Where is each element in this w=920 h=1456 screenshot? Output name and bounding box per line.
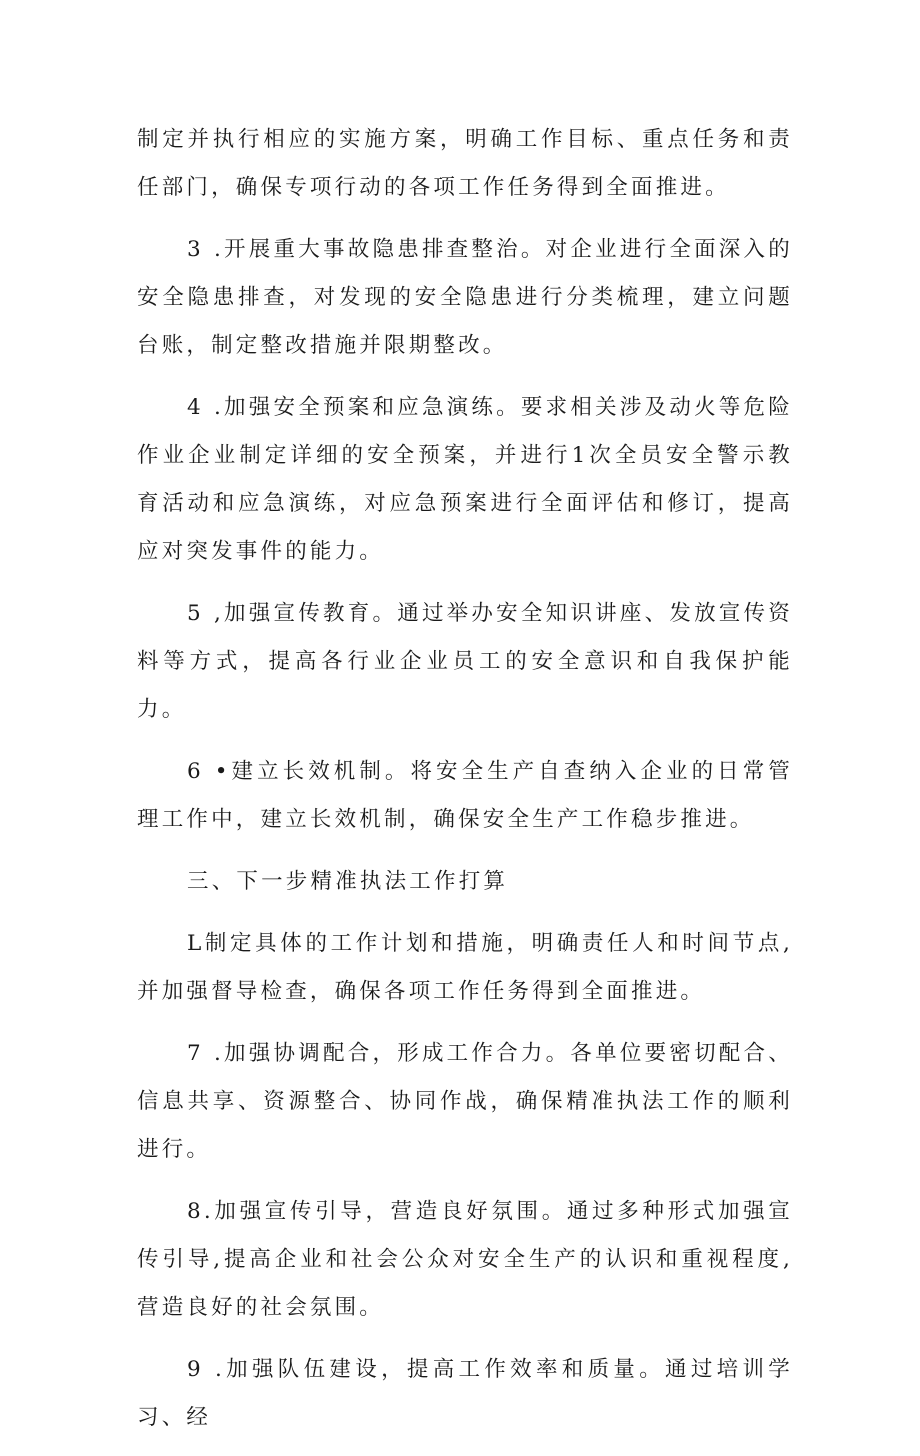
- document-body: [137, 116, 793, 1456]
- paragraph-item-6: 6 •建立长效机制。将安全生产自查纳入企业的日常管理工作中，建立长效机制，确保安全生产工作稳步推进。: [137, 759, 793, 832]
- paragraph-item-7: 7 .加强协调配合，形成工作合力。各单位要密切配合、信息共享、资源整合、协同作战，确保精准执法工作的顺利进行。: [137, 1041, 793, 1162]
- paragraph-item-4: 4 .加强安全预案和应急演练。要求相关涉及动火等危险作业企业制定详细的安全预案，并进行1次全员安全警示教育活动和应急演练，对应急预案进行全面评估和修订，提高应对突发事件的能力。: [137, 395, 793, 564]
- paragraph-continuation: 制定并执行相应的实施方案，明确工作目标、重点任务和责任部门，确保专项行动的各项工作任务得到全面推进。: [137, 127, 793, 200]
- section-heading: 三、下一步精准执法工作打算: [187, 869, 509, 894]
- paragraph-item-9: 9 .加强队伍建设，提高工作效率和质量。通过培训学习、经: [137, 1357, 793, 1430]
- paragraph-item-5: 5 ,加强宣传教育。通过举办安全知识讲座、发放宣传资料等方式，提高各行业企业员工的安全意识和自我保护能力。: [137, 601, 793, 722]
- paragraph-item-3: 3 .开展重大事故隐患排查整治。对企业进行全面深入的安全隐患排查，对发现的安全隐患进行分类梳理，建立问题台账，制定整改措施并限期整改。: [137, 237, 793, 358]
- paragraph-item-8: 8.加强宣传引导，营造良好氛围。通过多种形式加强宣传引导,提高企业和社会公众对安全生产的认识和重视程度,营造良好的社会氛围。: [137, 1199, 793, 1320]
- paragraph-plan-1: L制定具体的工作计划和措施，明确责任人和时间节点,并加强督导检查，确保各项工作任务得到全面推进。: [137, 931, 793, 1004]
